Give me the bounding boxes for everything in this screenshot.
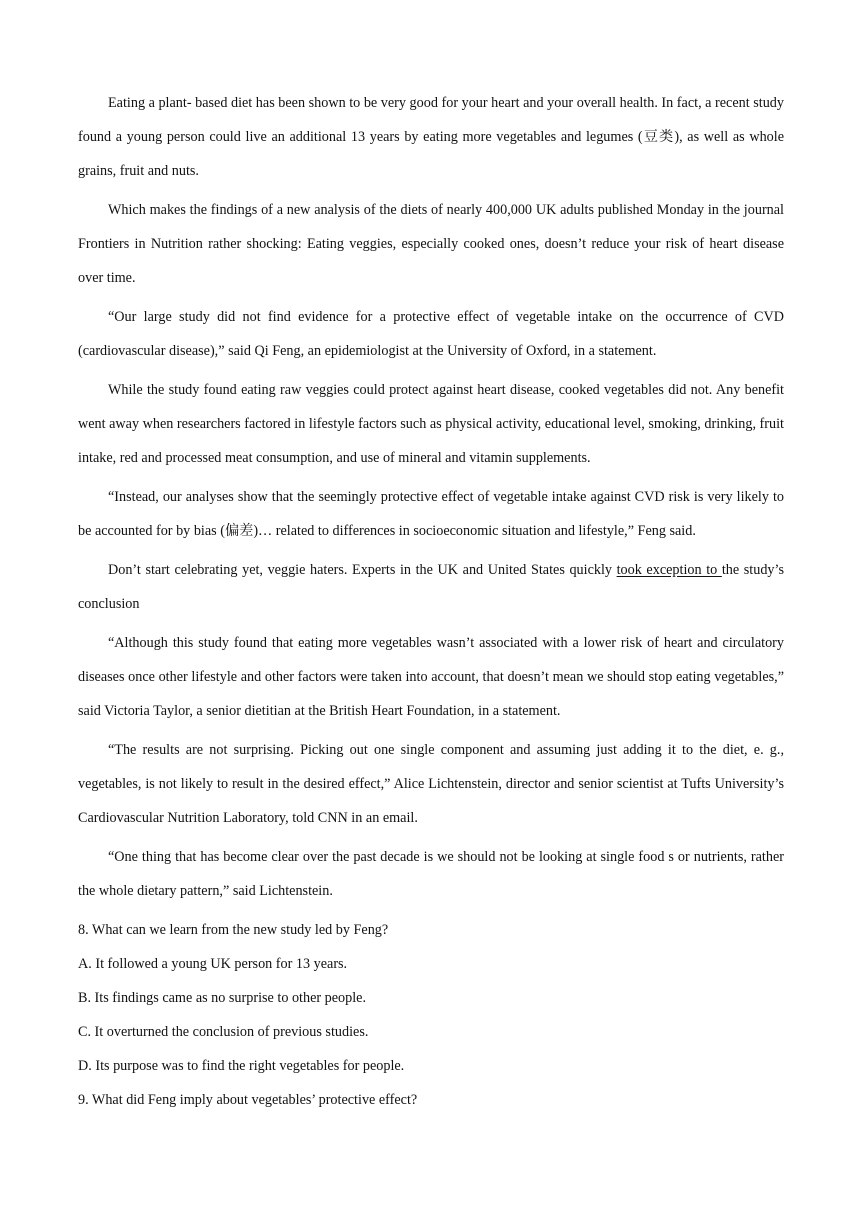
paragraph-5: “Instead, our analyses show that the seemingly protective effect of vegetable intake against CVD risk is very likely to be accounted for by bias (偏差)… related to differences in socioeconomic situation and lifestyle,” Feng said. — [78, 489, 784, 539]
reading-passage — [78, 86, 784, 1117]
question-9-stem: 9. What did Feng imply about vegetables’ protective effect? — [78, 1092, 418, 1108]
question-8-option-a: A. It followed a young UK person for 13 years. — [78, 956, 348, 972]
question-8-stem: 8. What can we learn from the new study led by Feng? — [78, 922, 389, 938]
paragraph-1: Eating a plant- based diet has been shown to be very good for your heart and your overall health. In fact, a recent study found a young person could live an additional 13 years by eating more vegetables and legumes (豆类), as well as whole grains, fruit and nuts. — [78, 95, 784, 179]
underlined-phrase: took exception to — [616, 562, 722, 578]
paragraph-7: “Although this study found that eating more vegetables wasn’t associated with a lower risk of heart and circulatory diseases once other lifestyle and other factors were taken into account, that doesn’t mean we should stop eating vegetables,” said Victoria Taylor, a senior dietitian at the British Heart Foundation, in a statement. — [78, 635, 784, 719]
question-8-option-c: C. It overturned the conclusion of previous studies. — [78, 1024, 369, 1040]
question-9 — [78, 1083, 784, 1117]
question-8-option-b: B. Its findings came as no surprise to other people. — [78, 990, 367, 1006]
paragraph-2: Which makes the findings of a new analysis of the diets of nearly 400,000 UK adults published Monday in the journal Frontiers in Nutrition rather shocking: Eating veggies, especially cooked ones, doesn’t reduce your risk of heart disease over time. — [78, 202, 784, 286]
paragraph-9: “One thing that has become clear over the past decade is we should not be looking at single food s or nutrients, rather the whole dietary pattern,” said Lichtenstein. — [78, 849, 784, 899]
paragraph-8: “The results are not surprising. Picking out one single component and assuming just adding it to the diet, e. g., vegetables, is not likely to result in the desired effect,” Alice Lichtenstein, director and senior scientist at Tufts University’s Cardiovascular Nutrition Laboratory, told CNN in an email. — [78, 742, 784, 826]
question-8-option-d: D. Its purpose was to find the right vegetables for people. — [78, 1058, 405, 1074]
question-8 — [78, 913, 784, 1083]
paragraph-6 — [78, 553, 784, 621]
paragraph-4: While the study found eating raw veggies could protect against heart disease, cooked vegetables did not. Any benefit went away when researchers factored in lifestyle factors such as physical activity, educational level, smoking, drinking, fruit intake, red and processed meat consumption, and use of mineral and vitamin supplements. — [78, 382, 784, 466]
paragraph-6-text-before: Don’t start celebrating yet, veggie haters. Experts in the UK and United States quickly — [108, 562, 617, 578]
paragraph-3: “Our large study did not find evidence for a protective effect of vegetable intake on the occurrence of CVD (cardiovascular disease),” said Qi Feng, an epidemiologist at the University of Oxford, in a statement. — [78, 309, 784, 359]
paragraph-6-text-after: the study’s conclusion — [78, 562, 784, 612]
